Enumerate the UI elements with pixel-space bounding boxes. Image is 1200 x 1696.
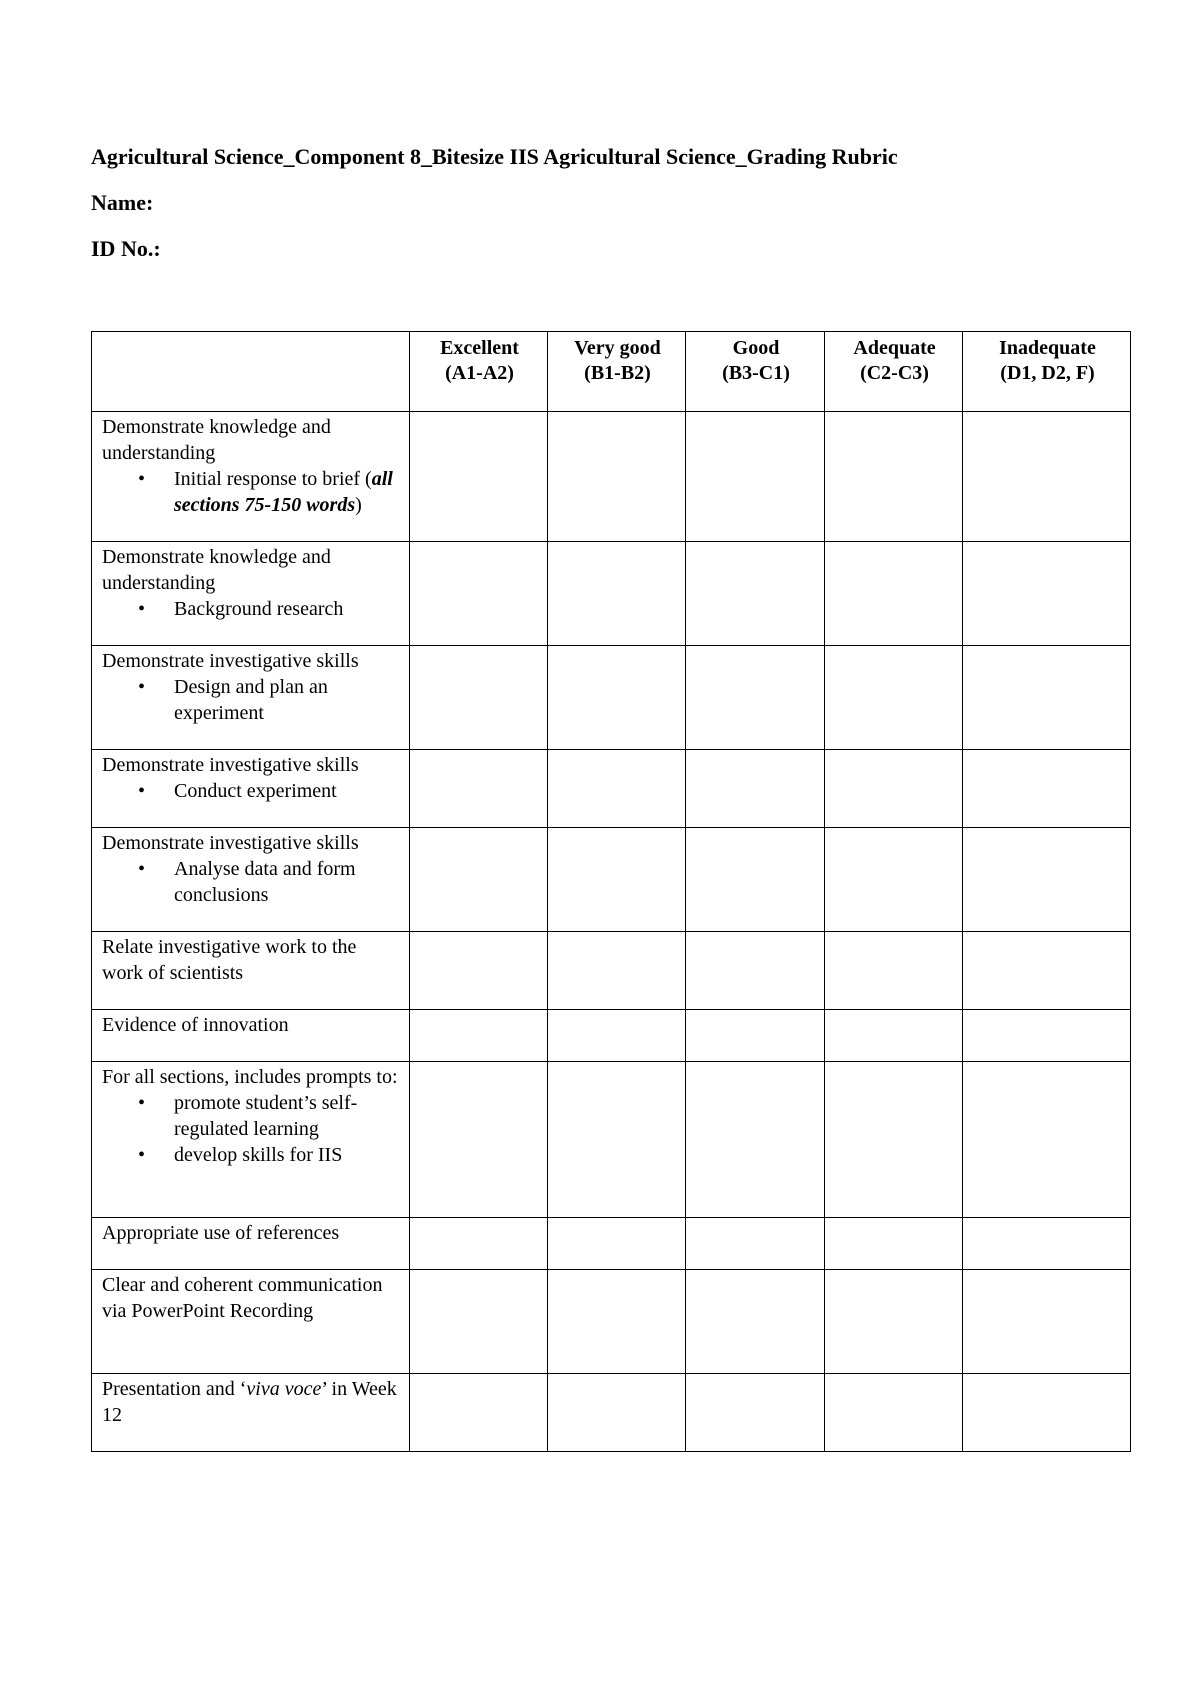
grade-cell[interactable] [410, 828, 548, 932]
grade-cell[interactable] [686, 1374, 825, 1452]
criterion-bullets [102, 596, 401, 622]
grade-cell[interactable] [686, 1218, 825, 1270]
table-row [92, 542, 1131, 646]
grade-cell[interactable] [963, 1270, 1131, 1374]
grade-cell[interactable] [548, 1218, 686, 1270]
grade-cell[interactable] [825, 828, 963, 932]
grade-cell[interactable] [548, 1270, 686, 1374]
grade-cell[interactable] [963, 750, 1131, 828]
criterion-title: Demonstrate investigative skills [102, 754, 359, 776]
header-grade: (B1-B2) [584, 362, 651, 384]
grade-cell[interactable] [825, 1218, 963, 1270]
table-row [92, 412, 1131, 542]
table-row [92, 750, 1131, 828]
grade-cell[interactable] [686, 750, 825, 828]
header-label: Very good [574, 337, 661, 359]
header-adequate [825, 332, 963, 412]
grade-cell[interactable] [825, 1374, 963, 1452]
grading-rubric-table [91, 331, 1131, 1452]
criterion-bullets [102, 674, 401, 726]
header-inadequate [963, 332, 1131, 412]
header-label: Excellent [440, 337, 519, 359]
criterion-title: Demonstrate knowledge and understanding [102, 546, 331, 594]
criterion-title: Evidence of innovation [102, 1014, 289, 1036]
header-very-good [548, 332, 686, 412]
document-header [91, 145, 1129, 261]
criterion-title: Presentation and ‘viva voce’ in Week 12 [102, 1378, 397, 1426]
grade-cell[interactable] [410, 1374, 548, 1452]
header-good [686, 332, 825, 412]
table-row [92, 1010, 1131, 1062]
grade-cell[interactable] [548, 542, 686, 646]
criterion-bullets [102, 778, 401, 804]
grade-cell[interactable] [825, 1062, 963, 1218]
grade-cell[interactable] [686, 412, 825, 542]
header-label: Inadequate [999, 337, 1096, 359]
criterion-title: Clear and coherent communication via PowerPoint Recording [102, 1274, 383, 1322]
header-row [92, 332, 1131, 412]
grade-cell[interactable] [410, 1062, 548, 1218]
criterion-bullet: • Design and plan an experiment [174, 674, 401, 726]
grade-cell[interactable] [825, 646, 963, 750]
header-grade: (A1-A2) [445, 362, 514, 384]
grade-cell[interactable] [963, 412, 1131, 542]
criterion-cell [92, 646, 410, 750]
table-row [92, 1062, 1131, 1218]
grade-cell[interactable] [825, 932, 963, 1010]
grade-cell[interactable] [963, 1062, 1131, 1218]
grade-cell[interactable] [410, 1010, 548, 1062]
grade-cell[interactable] [825, 542, 963, 646]
header-grade: (D1, D2, F) [1000, 362, 1095, 384]
criterion-cell [92, 932, 410, 1010]
table-row [92, 1218, 1131, 1270]
header-grade: (B3-C1) [722, 362, 790, 384]
table-row [92, 646, 1131, 750]
criterion-cell [92, 750, 410, 828]
criterion-title: For all sections, includes prompts to: [102, 1066, 398, 1088]
id-label: ID No.: [91, 236, 161, 261]
grade-cell[interactable] [963, 1218, 1131, 1270]
criterion-cell [92, 1062, 410, 1218]
grade-cell[interactable] [548, 750, 686, 828]
grade-cell[interactable] [686, 646, 825, 750]
header-label: Adequate [853, 337, 936, 359]
criterion-cell [92, 1270, 410, 1374]
grade-cell[interactable] [548, 1010, 686, 1062]
table-row [92, 1374, 1131, 1452]
grade-cell[interactable] [686, 1062, 825, 1218]
grade-cell[interactable] [548, 1374, 686, 1452]
grade-cell[interactable] [548, 412, 686, 542]
grade-cell[interactable] [410, 932, 548, 1010]
criterion-bullet: • promote student’s self-regulated learning [174, 1090, 401, 1142]
grade-cell[interactable] [686, 1010, 825, 1062]
grade-cell[interactable] [825, 412, 963, 542]
criterion-bullets [102, 466, 401, 518]
criterion-title: Demonstrate investigative skills [102, 650, 359, 672]
grade-cell[interactable] [410, 542, 548, 646]
grade-cell[interactable] [825, 1010, 963, 1062]
grade-cell[interactable] [410, 412, 548, 542]
criterion-bullet: • Analyse data and form conclusions [174, 856, 401, 908]
viva-voce-emphasis: viva voce [246, 1378, 322, 1400]
name-label: Name: [91, 190, 154, 215]
grade-cell[interactable] [548, 646, 686, 750]
grade-cell[interactable] [963, 932, 1131, 1010]
criterion-bullet: • Background research [174, 596, 401, 622]
criterion-cell [92, 542, 410, 646]
grade-cell[interactable] [410, 1270, 548, 1374]
grade-cell[interactable] [825, 750, 963, 828]
table-row [92, 1270, 1131, 1374]
grade-cell[interactable] [686, 932, 825, 1010]
grade-cell[interactable] [548, 932, 686, 1010]
grade-cell[interactable] [548, 1062, 686, 1218]
grade-cell[interactable] [825, 1270, 963, 1374]
criterion-cell [92, 828, 410, 932]
grade-cell[interactable] [963, 1374, 1131, 1452]
criterion-cell [92, 1374, 410, 1452]
header-label: Good [732, 337, 780, 359]
grade-cell[interactable] [410, 1218, 548, 1270]
header-grade: (C2-C3) [860, 362, 929, 384]
table-row [92, 828, 1131, 932]
criterion-bullet: • Initial response to brief (all sections 75-150 words) [174, 466, 401, 518]
grade-cell[interactable] [686, 1270, 825, 1374]
criterion-bullets [102, 1090, 401, 1168]
criterion-title: Relate investigative work to the work of scientists [102, 936, 357, 984]
criterion-cell [92, 1218, 410, 1270]
grade-cell[interactable] [963, 646, 1131, 750]
criterion-title: Appropriate use of references [102, 1222, 340, 1244]
grade-cell[interactable] [686, 542, 825, 646]
criterion-bullet: • Conduct experiment [174, 778, 401, 804]
grade-cell[interactable] [548, 828, 686, 932]
header-excellent [410, 332, 548, 412]
grade-cell[interactable] [963, 828, 1131, 932]
header-criteria-blank [92, 332, 410, 412]
grade-cell[interactable] [963, 1010, 1131, 1062]
criterion-cell [92, 1010, 410, 1062]
grade-cell[interactable] [410, 646, 548, 750]
word-limit-emphasis: all sections 75-150 words [174, 468, 393, 516]
criterion-title: Demonstrate investigative skills [102, 832, 359, 854]
grade-cell[interactable] [686, 828, 825, 932]
grade-cell[interactable] [963, 542, 1131, 646]
criterion-bullet: • develop skills for IIS [174, 1142, 401, 1168]
criterion-bullets [102, 856, 401, 908]
criterion-cell [92, 412, 410, 542]
document-title: Agricultural Science_Component 8_Bitesize IIS Agricultural Science_Grading Rubric [91, 144, 898, 169]
grade-cell[interactable] [410, 750, 548, 828]
criterion-title: Demonstrate knowledge and understanding [102, 416, 331, 464]
table-row [92, 932, 1131, 1010]
